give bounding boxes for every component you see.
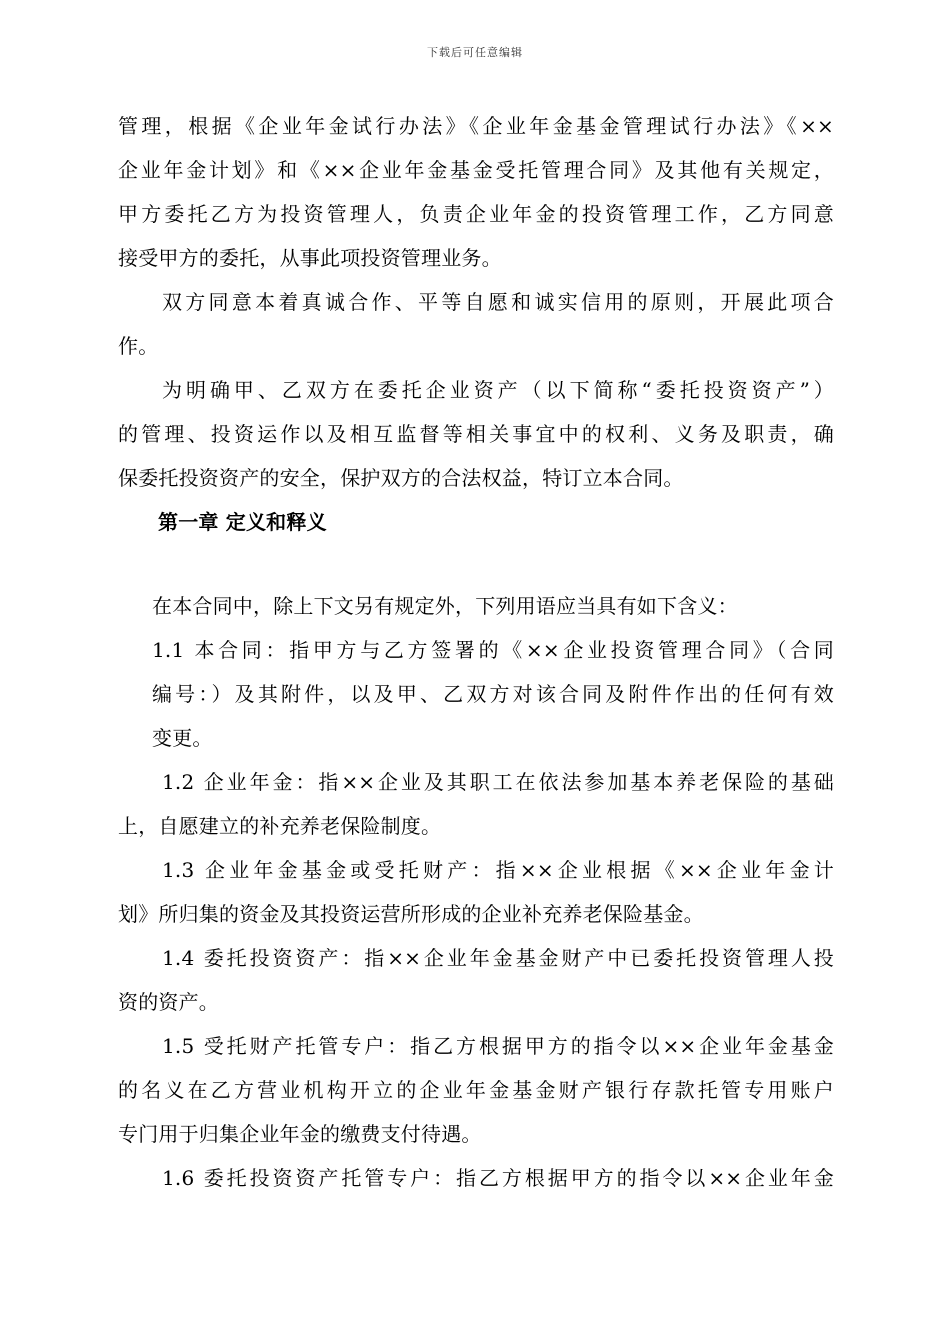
paragraph-line: 的管理、投资运作以及相互监督等相关事宜中的权利、义务及职责，确 [118, 422, 834, 446]
definition-line: 1.5 受托财产托管专户：指乙方根据甲方的指令以××企业年金基金 [162, 1034, 834, 1058]
paragraph-line: 为明确甲、乙双方在委托企业资产（以下简称“委托投资资产”） [162, 378, 834, 402]
definition-line: 1.2 企业年金：指××企业及其职工在依法参加基本养老保险的基础 [162, 770, 834, 794]
chapter-heading: 第一章 定义和释义 [158, 510, 327, 534]
definition-line: 的名义在乙方营业机构开立的企业年金基金财产银行存款托管专用账户 [118, 1078, 834, 1102]
paragraph-line: 双方同意本着真诚合作、平等自愿和诚实信用的原则，开展此项合 [162, 290, 834, 314]
paragraph-line: 作。 [118, 334, 159, 358]
paragraph-line: 管理，根据《企业年金试行办法》《企业年金基金管理试行办法》《×× [118, 114, 834, 138]
definition-line: 1.4 委托投资资产：指××企业年金基金财产中已委托投资管理人投 [162, 946, 834, 970]
paragraph-line: 企业年金计划》和《××企业年金基金受托管理合同》及其他有关规定， [118, 158, 834, 182]
definition-line: 资的资产。 [118, 990, 219, 1014]
document-body [118, 104, 834, 1200]
paragraph-line: 甲方委托乙方为投资管理人，负责企业年金的投资管理工作，乙方同意 [118, 202, 834, 226]
spacer [118, 544, 834, 584]
definition-line: 变更。 [152, 726, 213, 750]
paragraph-line: 保委托投资资产的安全，保护双方的合法权益，特订立本合同。 [118, 466, 684, 490]
definition-line: 1.1 本合同：指甲方与乙方签署的《××企业投资管理合同》（合同 [152, 638, 834, 662]
definition-line: 划》所归集的资金及其投资运营所形成的企业补充养老保险基金。 [118, 902, 704, 926]
definition-line: 编号：）及其附件，以及甲、乙双方对该合同及附件作出的任何有效 [152, 682, 834, 706]
definition-line: 1.6 委托投资资产托管专户：指乙方根据甲方的指令以××企业年金 [162, 1166, 834, 1190]
paragraph-line: 接受甲方的委托，从事此项投资管理业务。 [118, 246, 502, 270]
definition-line: 1.3 企业年金基金或受托财产：指××企业根据《××企业年金计 [162, 858, 834, 882]
definition-line: 专门用于归集企业年金的缴费支付待遇。 [118, 1122, 482, 1146]
definition-line: 上，自愿建立的补充养老保险制度。 [118, 814, 442, 838]
page-header: 下载后可任意编辑 [427, 46, 523, 59]
paragraph-line: 在本合同中，除上下文另有规定外，下列用语应当具有如下含义： [152, 594, 738, 618]
